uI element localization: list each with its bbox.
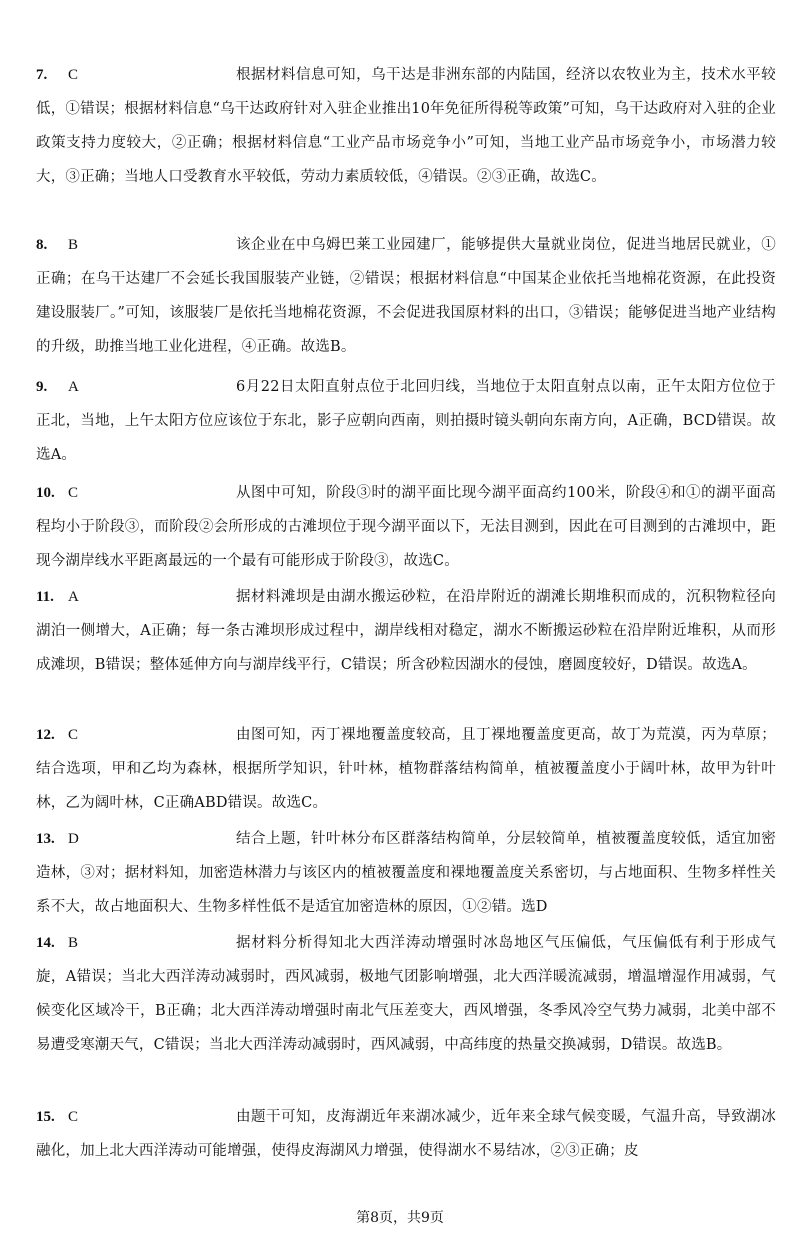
explanation-text: 据材料滩坝是由湖水搬运砂粒，在沿岸附近的湖滩长期堆积而成的，沉积物粒径向湖泊一侧增大，A正确；每一条古滩坝形成过程中，湖岸线相对稳定，湖水不断搬运砂粒在沿岸附近堆积，从而形成滩坝，B错误；整体延伸方向与湖岸线平行，C错误；所含砂粒因湖水的侵蚀，磨圆度较好，D错误。故选A。 bbox=[36, 589, 776, 673]
question-9 bbox=[36, 370, 776, 472]
answer-letter: C bbox=[68, 1109, 79, 1125]
explanation-text: 据材料分析得知北大西洋涛动增强时冰岛地区气压偏低，气压偏低有利于形成气旋，A错误；当北大西洋涛动减弱时，西风减弱，极地气团影响增强，北大西洋暖流减弱，增温增湿作用减弱，气候变化区域冷干，B正确；北大西洋涛动增强时南北气压差变大，西风增强，冬季风冷空气势力减弱，北美中部不易遭受寒潮天气，C错误；当北大西洋涛动减弱时，西风减弱，中高纬度的热量交换减弱，D错误。故选B。 bbox=[36, 935, 776, 1053]
explanation-text: 6月22日太阳直射点位于北回归线，当地位于太阳直射点以南，正午太阳方位位于正北，当地，上午太阳方位应该位于东北，影子应朝向西南，则拍摄时镜头朝向东南方向，A正确，BCD错误。故选A。 bbox=[36, 379, 776, 463]
question-10 bbox=[36, 476, 776, 578]
page-footer: 第8页，共9页 bbox=[356, 1210, 444, 1226]
answer-letter: C bbox=[68, 67, 79, 83]
question-number: 9. bbox=[36, 379, 48, 395]
question-number: 10. bbox=[36, 485, 55, 501]
question-13 bbox=[36, 822, 776, 924]
question-14 bbox=[36, 926, 776, 1062]
explanation-text: 该企业在中乌姆巴莱工业园建厂，能够提供大量就业岗位，促进当地居民就业，①正确；在乌干达建厂不会延长我国服装产业链，②错误；根据材料信息“中国某企业依托当地棉花资源，在此投资建设服装厂。”可知，该服装厂是依托当地棉花资源，不会促进我国原材料的出口，③错误；能够促进当地产业结构的升级，助推当地工业化进程，④正确。故选B。 bbox=[36, 237, 776, 355]
explanation-text: 从图中可知，阶段③时的湖平面比现今湖平面高约100米，阶段④和①的湖平面高程均小于阶段③，而阶段②会所形成的古滩坝位于现今湖平面以下，无法目测到，因此在可目测到的古滩坝中，距现今湖岸线水平距离最远的一个最有可能形成于阶段③，故选C。 bbox=[36, 485, 776, 569]
question-8 bbox=[36, 228, 776, 364]
answer-letter: B bbox=[68, 935, 79, 951]
question-7 bbox=[36, 58, 776, 194]
explanation-text: 根据材料信息可知，乌干达是非洲东部的内陆国，经济以农牧业为主，技术水平较低，①错误；根据材料信息“乌干达政府针对入驻企业推出10年免征所得税等政策”可知，乌干达政府对入驻的企业政策支持力度较大，②正确；根据材料信息“工业产品市场竞争小”可知，当地工业产品市场竞争小，市场潜力较大，③正确；当地人口受教育水平较低，劳动力素质较低，④错误。②③正确，故选C。 bbox=[36, 67, 776, 185]
question-number: 7. bbox=[36, 67, 48, 83]
answer-letter: A bbox=[68, 589, 79, 605]
question-number: 13. bbox=[36, 831, 55, 847]
question-number: 14. bbox=[36, 935, 55, 951]
answer-letter: B bbox=[68, 237, 79, 253]
answer-letter: A bbox=[68, 379, 79, 395]
question-number: 12. bbox=[36, 727, 55, 743]
question-11 bbox=[36, 580, 776, 682]
answer-letter: D bbox=[68, 831, 79, 847]
explanation-text: 由图可知，丙丁裸地覆盖度较高，且丁裸地覆盖度更高，故丁为荒漠，丙为草原；结合选项，甲和乙均为森林，根据所学知识，针叶林，植物群落结构简单，植被覆盖度小于阔叶林，故甲为针叶林，乙为阔叶林，C正确ABD错误。故选C。 bbox=[36, 727, 776, 811]
question-number: 11. bbox=[36, 589, 54, 605]
question-15 bbox=[36, 1100, 776, 1168]
question-number: 8. bbox=[36, 237, 48, 253]
answer-letter: C bbox=[68, 485, 79, 501]
explanation-text: 由题干可知，皮海湖近年来湖冰减少，近年来全球气候变暖，气温升高，导致湖冰融化，加上北大西洋涛动可能增强，使得皮海湖风力增强，使得湖水不易结冰，②③正确；皮 bbox=[36, 1109, 776, 1159]
question-12 bbox=[36, 718, 776, 820]
explanation-text: 结合上题，针叶林分布区群落结构简单，分层较简单，植被覆盖度较低，适宜加密造林，③对；据材料知，加密造林潜力与该区内的植被覆盖度和裸地覆盖度关系密切，与占地面积、生物多样性关系不大，故占地面积大、生物多样性低不是适宜加密造林的原因，①②错。选D bbox=[36, 831, 776, 915]
answer-letter: C bbox=[68, 727, 79, 743]
question-number: 15. bbox=[36, 1109, 55, 1125]
